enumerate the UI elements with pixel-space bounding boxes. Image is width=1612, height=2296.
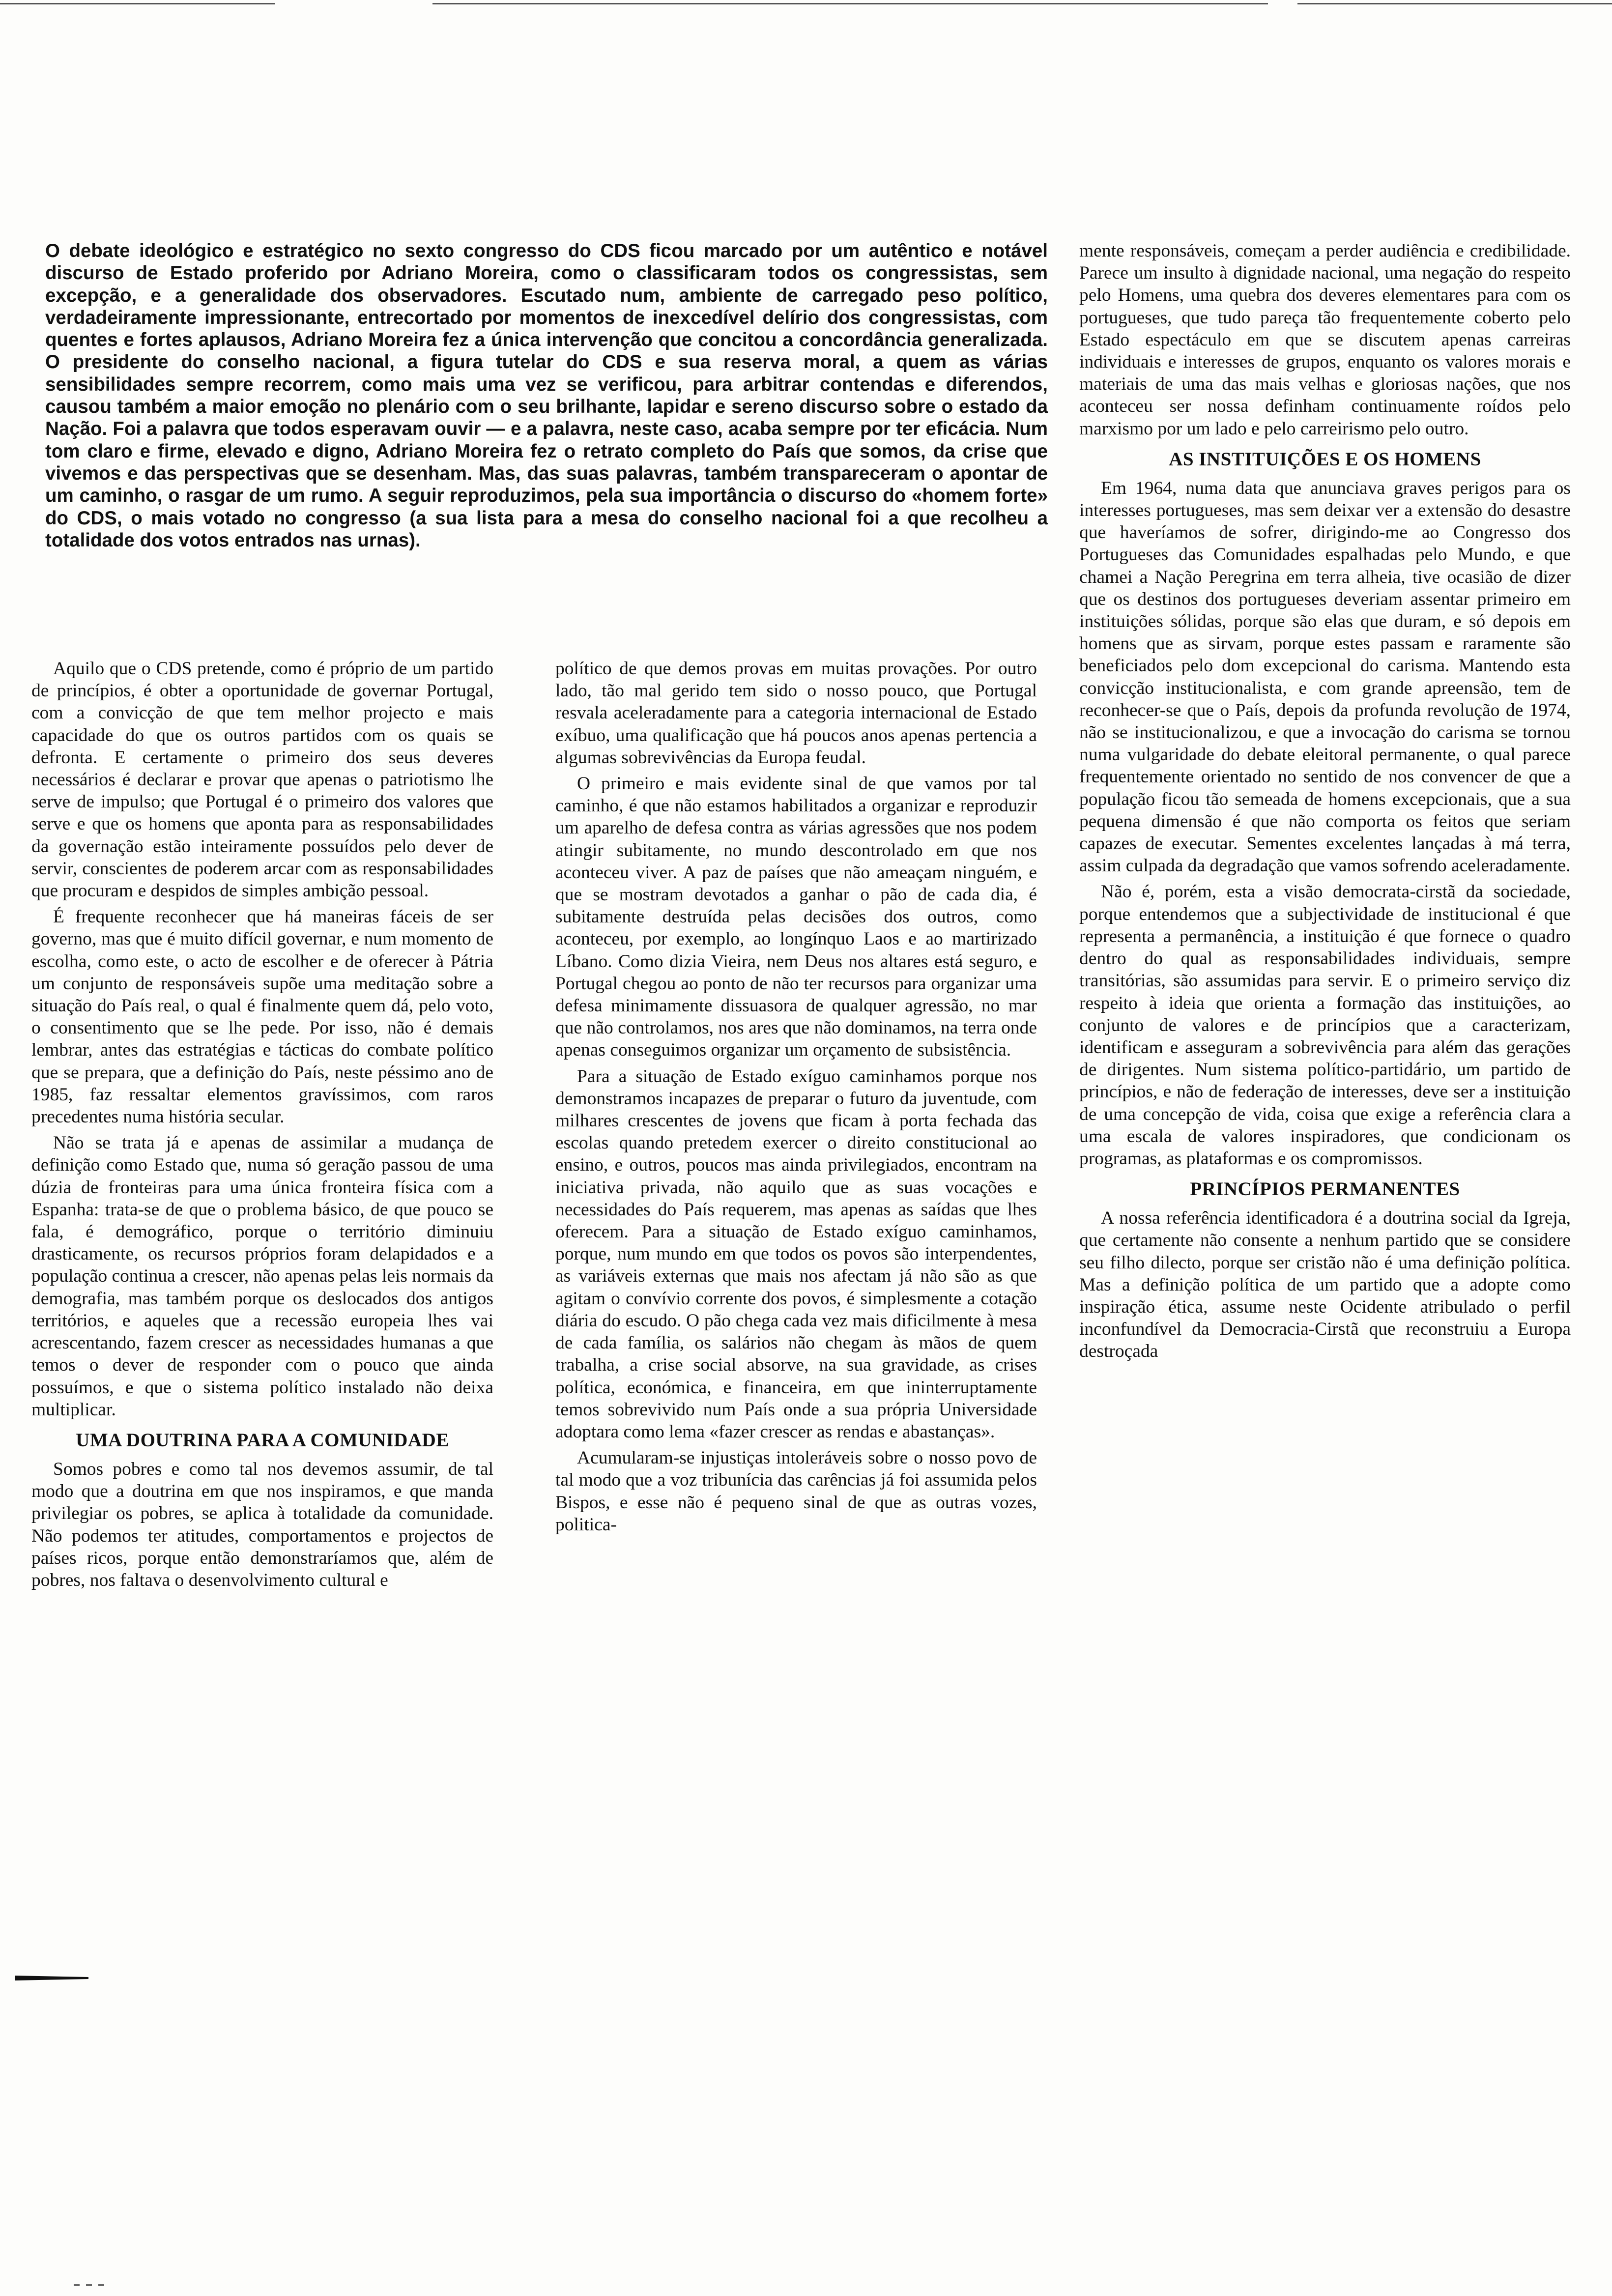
top-rule-right bbox=[1297, 3, 1612, 4]
subheading-as-instituicoes: AS INSTITUIÇÕES E OS HOMENS bbox=[1169, 448, 1481, 470]
col2-paragraph-2: O primeiro e mais evidente sinal de que vamos por tal caminho, é que não estamos habilitados a organizar e reproduzir um aparelho de defesa contra as várias agressões que nos podem atingir subitamente, no mundo descontrolado em que nos aconteceu viver. A paz de países que não ameaçam ninguém, e que se mostram devotados a ganhar o pão de cada dia, é subitamente destruída pelas decisões dos outros, como aconteceu, por exemplo, ao longínquo Laos e ao martirizado Líbano. Como dizia Vieira, nem Deus nos altares está seguro, e Portugal chegou ao ponto de não ter recursos para organizar uma defesa minimamente dissuasora de qualquer agressão, no mar que não controlamos, nos ares que não dominamos, na terra onde apenas conseguimos organizar um orçamento de subsistência. bbox=[555, 774, 1037, 1061]
col3-paragraph-1: mente responsáveis, começam a perder audiência e credibilidade. Parece um insulto à dignidade nacional, uma negação do respeito pelo Homens, uma quebra dos deveres elementares para com os portugueses, que tudo pareça tão frequentemente coberto pelo Estado espectáculo em que se discutem apenas carreiras individuais e interesses de grupos, enquanto os valores morais e materiais de uma das mais velhas e gloriosas nações, que nos aconteceu ser nossa definham continuamente roídos pelo marxismo por um lado e pelo carreirismo pelo outro. bbox=[1079, 241, 1571, 439]
bottom-dash-3 bbox=[98, 2284, 104, 2286]
lead-paragraph: O debate ideológico e estratégico no sexto congresso do CDS ficou marcado por um autêntico e notável discurso de Estado proferido por Adriano Moreira, como o classificaram todos os congressistas, sem excepção, e a generalidade dos observadores. Escutado num, ambiente de carregado peso político, verdadeiramente impressionante, entrecortado por momentos de inexcedível delírio dos congressistas, com quentes e fortes aplausos, Adriano Moreira fez a única intervenção que concitou a concordância generalizada. O presidente do conselho nacional, a figura tutelar do CDS e sua reserva moral, a quem as várias sensibilidades sempre recorrem, como mais uma vez se verificou, para arbitrar contendas e diferendos, causou também a maior emoção no plenário com o seu brilhante, lapidar e sereno discurso sobre o estado da Nação. Foi a palavra que todos esperavam ouvir — e a palavra, neste caso, acaba sempre por ter eficácia. Num tom claro e firme, elevado e digno, Adriano Moreira fez o retrato completo do País que somos, da crise que vivemos e das perspectivas que se desenham. Mas, das suas palavras, também transpareceram o apontar de um caminho, o rasgar de um rumo. A seguir reproduzimos, pela sua importância o discurso do «homem forte» do CDS, o mais votado no congresso (a sua lista para a mesa do conselho nacional foi a que recolheu a totalidade dos votos entrados nas urnas). bbox=[45, 240, 1048, 551]
col3-paragraph-4: A nossa referência identificadora é a doutrina social da Igreja, que certamente não consente a nenhum partido que se considere seu filho dilecto, porque ser cristão não é uma definição política. Mas a definição política de um partido que a adopte como inspiração ética, assume neste Ocidente atribulado o perfil inconfundível da Democracia-Cirstã que reconstruiu a Europa destroçada bbox=[1079, 1208, 1571, 1362]
column-1 bbox=[31, 658, 493, 1595]
bottom-dash-1 bbox=[74, 2284, 80, 2286]
bottom-dash-2 bbox=[86, 2284, 92, 2286]
col3-paragraph-2: Em 1964, numa data que anunciava graves perigos para os interesses portugueses, mas sem deixar ver a extensão do desastre que haveríamos de sofrer, dirigindo-me ao Congresso dos Portugueses das Comunidades espalhadas pelo Mundo, e que chamei a Nação Peregrina em terra alheia, tive ocasião de dizer que os destinos dos portugueses deveriam assentar primeiro em instituições sólidas, porque são elas que duram, e só depois em homens que as sirvam, porque estes passam e raramente são beneficiados pelo dom excepcional do carisma. Mantendo esta convicção institucionalista, e com grande apreensão, tem de reconhecer-se que o País, depois da profunda revolução de 1974, não se institucionalizou, e que a invocação do carisma se tornou numa vulgaridade do debate eleitoral permanente, o qual parece frequentemente orientado no sentido de nos convencer de que a população ficou tão semeada de homens excepcionais, que a sua pequena dimensão é que não comporta os feitos que seriam capazes de executar. Sementes excelentes lançadas à má terra, assim culpada da degradação que vamos sofrendo aceleradamente. bbox=[1079, 478, 1571, 876]
col1-paragraph-4: Somos pobres e como tal nos devemos assumir, de tal modo que a doutrina em que nos inspiramos, e que manda privilegiar os pobres, se aplica à totalidade da comunidade. Não podemos ter atitudes, comportamentos e projectos de países ricos, porque então demonstraríamos que, além de pobres, nos faltava o desenvolvimento cultural e bbox=[31, 1459, 493, 1590]
col3-paragraph-3: Não é, porém, esta a visão democrata-cirstã da sociedade, porque entendemos que a subjectividade de institucional é que representa a permanência, a instituição é que fornece o quadro dentro do qual as responsabilidades individuais, sempre transitórias, são assumidas para servir. E o primeiro serviço diz respeito à ideia que orienta a formação das instituições, ao conjunto de valores e de princípios que a caracterizam, identificam e asseguram a sobrevivência para além das gerações de dirigentes. Num sistema político-partidário, um partido de princípios, e não de federação de interesses, deve ser a instituição de uma concepção de vida, coisa que exige a referência clara a uma escala de valores inspiradores, que condicionam os programas, as plataformas e os compromissos. bbox=[1079, 882, 1571, 1169]
subheading-principios-permanentes: PRINCÍPIOS PERMANENTES bbox=[1190, 1178, 1460, 1200]
top-rule-left bbox=[0, 3, 275, 4]
column-3 bbox=[1079, 240, 1571, 1367]
top-rule-center bbox=[432, 3, 1268, 4]
col2-paragraph-4: Acumularam-se injustiças intoleráveis sobre o nosso povo de tal modo que a voz tribunícia das carências já foi assumida pelos Bispos, e esse não é pequeno sinal de que as outras vozes, politica- bbox=[555, 1448, 1037, 1535]
col1-paragraph-3: Não se trata já e apenas de assimilar a mudança de definição como Estado que, numa só geração passou de uma dúzia de fronteiras para uma única fronteira física com a Espanha: trata-se de que o problema básico, de que pouco se fala, é demográfico, porque o território diminuiu drasticamente, os recursos próprios foram delapidados e a população continua a crescer, não apenas pelas leis normais da demografia, mas também porque os deslocados dos antigos territórios, e aqueles que a recessão europeia lhes vai acrescentando, fazem crescer as necessidades humanas a que temos o dever de responder com o pouco que ainda possuímos, e que o sistema político instalado não deixa multiplicar. bbox=[31, 1133, 493, 1420]
col2-paragraph-3: Para a situação de Estado exíguo caminhamos porque nos demonstramos incapazes de preparar o futuro da juventude, com milhares crescentes de jovens que ficam à porta fechada das escolas quando pretedem exercer o direito constitucional ao ensino, e outros, poucos mas ainda privilegiados, encontram na iniciativa privada, não aquilo que as suas vocações e necessidades do País requerem, mas apenas as saídas que lhes oferecem. Para a situação de Estado exíguo caminhamos, porque, num mundo em que todos os povos são interpendentes, as variáveis externas que mais nos afectam já não são as que agitam o convívio corrente dos povos, é simplesmente a cotação diária do escudo. O pão chega cada vez mais dificilmente à mesa de cada família, os salários não chegam às mãos de quem trabalha, a crise social absorve, na sua gravidade, as crises política, económica, e financeira, em que ininterruptamente temos sobrevivido num País onde a sua própria Universidade adoptara como lema «fazer crescer as rendas e abastanças». bbox=[555, 1066, 1037, 1442]
col2-paragraph-1: político de que demos provas em muitas provações. Por outro lado, tão mal gerido tem sido o nosso pouco, que Portugal resvala aceleradamente para a categoria internacional de Estado exíbuo, uma qualificação que há poucos anos apenas pertencia a algumas sobrevivências da Europa feudal. bbox=[555, 659, 1037, 768]
subheading-uma-doutrina: UMA DOUTRINA PARA A COMUNIDADE bbox=[76, 1429, 449, 1451]
col1-paragraph-1: Aquilo que o CDS pretende, como é próprio de um partido de princípios, é obter a oportunidade de governar Portugal, com a convicção de que tem melhor projecto e mais capacidade do que os outros partidos com os quais se defronta. E certamente o primeiro dos seus deveres necessários é declarar e provar que apenas o patriotismo lhe serve de impulso; que Portugal é o primeiro dos valores que serve e que os homens que aponta para as responsabilidades da governação estão inteiramente possuídos pelo dever de servir, conscientes de poderem arcar com as responsabilidades que procuram e despidos de simples ambição pessoal. bbox=[31, 659, 493, 901]
col1-paragraph-2: É frequente reconhecer que há maneiras fáceis de ser governo, mas que é muito difícil governar, e num momento de escolha, como este, o acto de escolher e de oferecer à Pátria um conjunto de responsáveis supõe uma meditação sobre a situação do País real, o qual é finalmente quem dá, pelo voto, o consentimento que se lhe pede. Por isso, não é demais lembrar, antes das estratégias e tácticas do combate político que se prepara, que a definição do País, neste péssimo ano de 1985, faz ressaltar elementos gravíssimos, com raros precedentes numa história secular. bbox=[31, 907, 493, 1127]
column-2 bbox=[555, 658, 1037, 1540]
bottom-left-bar-mark bbox=[15, 1975, 88, 1981]
